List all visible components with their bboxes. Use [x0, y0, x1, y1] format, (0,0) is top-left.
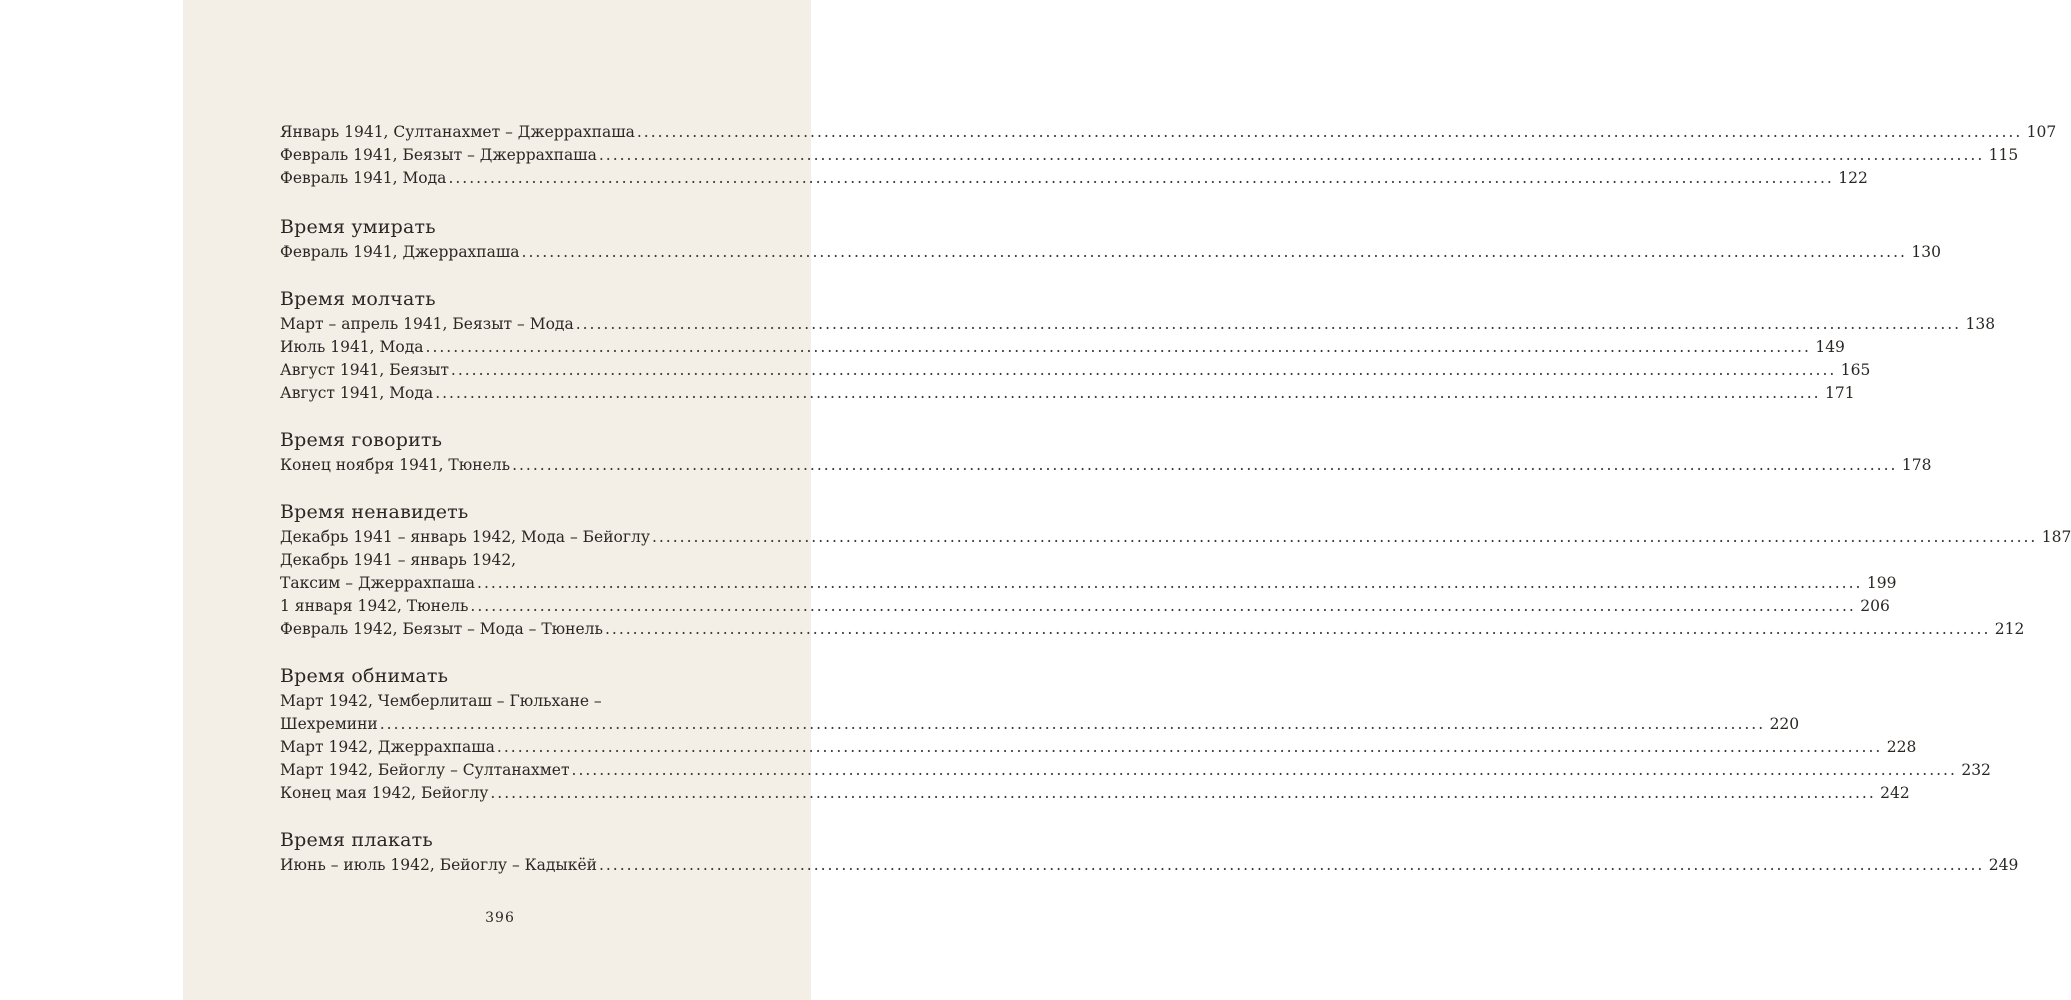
toc-entry [280, 526, 2071, 549]
dot-leader: ........................................................................................................................................................................................................ [379, 715, 1766, 733]
entry-title: Январь 1941, Султанахмет – Джеррахпаша [280, 123, 635, 141]
toc-entry [280, 336, 1845, 359]
dot-leader: ........................................................................................................................................................................................................ [571, 761, 1957, 779]
toc-entry [280, 382, 1855, 405]
entry-title: Июль 1941, Мода [280, 338, 424, 356]
toc-entry [280, 549, 1897, 595]
toc-entry [280, 782, 1910, 805]
dot-leader: ........................................................................................................................................................................................................ [477, 574, 1863, 592]
entry-title: Шехремини [280, 715, 378, 733]
entry-page-number: 122 [1838, 169, 1868, 187]
dot-leader: ........................................................................................................................................................................................................ [521, 243, 1907, 261]
entry-title: Таксим – Джеррахпаша [280, 574, 476, 592]
entry-page-number: 249 [1988, 856, 2019, 874]
entry-page-number: 138 [1965, 315, 1996, 333]
dot-leader: ........................................................................................................................................................................................................ [470, 597, 1856, 615]
dot-leader: ........................................................................................................................................................................................................ [490, 784, 1876, 802]
dot-leader: ........................................................................................................................................................................................................ [435, 384, 1821, 402]
dot-leader: ........................................................................................................................................................................................................ [636, 123, 2023, 141]
entry-title: Февраль 1941, Мода [280, 169, 447, 187]
entry-page-number: 242 [1880, 784, 1910, 802]
entry-title: Март 1942, Бейоглу – Султанахмет [280, 761, 570, 779]
dot-leader: ........................................................................................................................................................................................................ [598, 856, 1985, 874]
entry-page-number: 220 [1769, 715, 1800, 733]
dot-leader: ........................................................................................................................................................................................................ [651, 528, 2038, 546]
section-title: Время говорить [280, 429, 443, 451]
toc-entry [280, 144, 2019, 167]
dot-leader: ........................................................................................................................................................................................................ [575, 315, 1962, 333]
entry-title: Август 1941, Беязыт [280, 361, 449, 379]
toc-entry [280, 618, 2025, 641]
entry-page-number: 206 [1860, 597, 1890, 615]
dot-leader: ........................................................................................................................................................................................................ [496, 738, 1883, 756]
section-title: Время умирать [280, 216, 436, 238]
dot-leader: ........................................................................................................................................................................................................ [604, 620, 1991, 638]
entry-page-number: 165 [1840, 361, 1871, 379]
toc-entry [280, 359, 1871, 382]
toc-entry [280, 690, 1800, 736]
entry-title: Июнь – июль 1942, Бейоглу – Кадыкёй [280, 856, 597, 874]
toc-entry [280, 854, 2019, 877]
section-title: Время ненавидеть [280, 501, 469, 523]
table-of-contents [280, 121, 2071, 899]
entry-title: Конец ноября 1941, Тюнель [280, 456, 511, 474]
entry-page-number: 212 [1994, 620, 2025, 638]
toc-section [280, 827, 2019, 877]
toc-entry [280, 736, 1917, 759]
entry-title: 1 января 1942, Тюнель [280, 597, 469, 615]
toc-entry [280, 595, 1890, 618]
dot-leader: ........................................................................................................................................................................................................ [450, 361, 1837, 379]
section-title: Время молчать [280, 288, 436, 310]
toc-section [280, 427, 1932, 477]
toc-section [280, 121, 2057, 190]
toc-entry [280, 167, 1868, 190]
entry-title: Март 1942, Чемберлиташ – Гюльхане – [280, 692, 602, 710]
dot-leader: ........................................................................................................................................................................................................ [448, 169, 1834, 187]
toc-entry [280, 121, 2057, 144]
toc-entry [280, 454, 1932, 477]
entry-page-number: 149 [1815, 338, 1845, 356]
dot-leader: ........................................................................................................................................................................................................ [425, 338, 1811, 356]
entry-page-number: 178 [1901, 456, 1932, 474]
entry-title: Декабрь 1941 – январь 1942, Мода – Бейоглу [280, 528, 650, 546]
toc-entry [280, 313, 1996, 336]
entry-page-number: 130 [1911, 243, 1941, 261]
dot-leader: ........................................................................................................................................................................................................ [598, 146, 1985, 164]
entry-title: Февраль 1942, Беязыт – Мода – Тюнель [280, 620, 603, 638]
entry-title: Декабрь 1941 – январь 1942, [280, 551, 517, 569]
entry-title: Конец мая 1942, Бейоглу [280, 784, 489, 802]
toc-section [280, 214, 1941, 264]
entry-page-number: 232 [1961, 761, 1991, 779]
entry-page-number: 199 [1866, 574, 1897, 592]
section-title: Время плакать [280, 829, 433, 851]
entry-title: Февраль 1941, Беязыт – Джеррахпаша [280, 146, 597, 164]
entry-title: Февраль 1941, Джеррахпаша [280, 243, 520, 261]
entry-title: Март – апрель 1941, Беязыт – Мода [280, 315, 574, 333]
page-number: 396 [485, 910, 515, 926]
entry-title: Март 1942, Джеррахпаша [280, 738, 495, 756]
entry-page-number: 115 [1988, 146, 2019, 164]
toc-entry [280, 759, 1991, 782]
entry-page-number: 107 [2026, 123, 2057, 141]
toc-section [280, 499, 2071, 641]
section-title: Время обнимать [280, 665, 449, 687]
toc-section [280, 663, 1991, 805]
entry-page-number: 171 [1825, 384, 1855, 402]
toc-entry [280, 241, 1941, 264]
entry-page-number: 187 [2041, 528, 2071, 546]
toc-section [280, 286, 1996, 405]
dot-leader: ........................................................................................................................................................................................................ [512, 456, 1898, 474]
entry-title: Август 1941, Мода [280, 384, 434, 402]
entry-page-number: 228 [1886, 738, 1917, 756]
